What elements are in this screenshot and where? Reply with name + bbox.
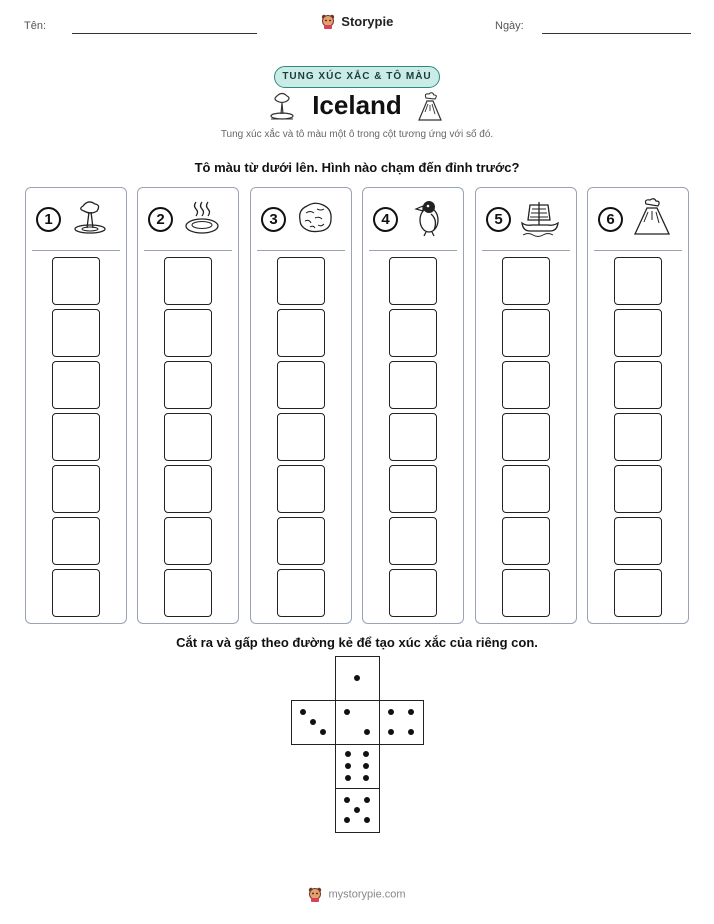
date-label: Ngày: <box>495 20 524 32</box>
die-pip <box>408 729 414 735</box>
cut-instruction: Cắt ra và gấp theo đường kẻ để tạo xúc xắc của riêng con. <box>176 635 538 650</box>
color-cell[interactable] <box>614 569 662 617</box>
viking-ship-icon <box>520 198 560 238</box>
color-cell[interactable] <box>502 465 550 513</box>
color-cell[interactable] <box>52 257 100 305</box>
page-subtitle: Tung xúc xắc và tô màu một ô trong cột tương ứng với số đó. <box>220 129 494 140</box>
name-line <box>72 33 257 34</box>
die-pip <box>388 729 394 735</box>
color-cell[interactable] <box>164 517 212 565</box>
color-cell[interactable] <box>614 517 662 565</box>
die-pip <box>364 817 370 823</box>
color-cell[interactable] <box>277 413 325 461</box>
color-cell[interactable] <box>52 569 100 617</box>
column-4 <box>362 187 464 624</box>
name-label: Tên: <box>24 20 47 32</box>
die-pip <box>344 709 350 715</box>
brand-logo <box>0 13 714 29</box>
column-divider <box>482 250 570 251</box>
volcano-icon <box>416 92 444 122</box>
color-cell[interactable] <box>389 465 437 513</box>
brand-name: Storypie <box>341 14 394 30</box>
color-cell[interactable] <box>52 309 100 357</box>
column-number: 2 <box>148 207 173 232</box>
column-number: 6 <box>598 207 623 232</box>
die-pip <box>320 729 326 735</box>
storypie-mascot-icon <box>308 887 322 902</box>
color-cell[interactable] <box>502 309 550 357</box>
die-pip <box>345 775 351 781</box>
page-title: Iceland <box>312 90 402 120</box>
color-cell[interactable] <box>502 413 550 461</box>
column-header <box>251 188 351 250</box>
hot-spring-icon <box>182 198 222 238</box>
die-pips <box>336 789 378 831</box>
die-pip <box>345 751 351 757</box>
color-cell[interactable] <box>277 465 325 513</box>
die-pip <box>388 709 394 715</box>
column-divider <box>144 250 232 251</box>
color-cell[interactable] <box>164 257 212 305</box>
column-5 <box>475 187 577 624</box>
column-header <box>26 188 126 250</box>
color-cell[interactable] <box>614 413 662 461</box>
color-cell[interactable] <box>614 465 662 513</box>
die-face <box>335 788 380 833</box>
color-cell[interactable] <box>277 309 325 357</box>
die-face <box>335 744 380 789</box>
footer-url: mystorypie.com <box>328 888 406 901</box>
die-pip <box>354 675 360 681</box>
color-cell[interactable] <box>389 413 437 461</box>
die-pip <box>310 719 316 725</box>
color-cell[interactable] <box>52 361 100 409</box>
die-pips <box>380 701 422 743</box>
die-face <box>335 700 380 745</box>
color-cell[interactable] <box>52 517 100 565</box>
die-pip <box>344 817 350 823</box>
game-instruction: Tô màu từ dưới lên. Hình nào chạm đến đỉnh trước? <box>194 160 520 175</box>
column-number: 5 <box>486 207 511 232</box>
color-cell[interactable] <box>277 517 325 565</box>
storypie-mascot-icon <box>321 14 335 29</box>
column-number: 4 <box>373 207 398 232</box>
color-cell[interactable] <box>164 309 212 357</box>
die-pip <box>408 709 414 715</box>
die-pip <box>364 729 370 735</box>
column-3 <box>250 187 352 624</box>
column-header <box>476 188 576 250</box>
color-cell[interactable] <box>389 517 437 565</box>
column-divider <box>257 250 345 251</box>
die-pips <box>336 657 378 699</box>
column-divider <box>32 250 120 251</box>
color-cell[interactable] <box>389 257 437 305</box>
color-cell[interactable] <box>164 465 212 513</box>
color-cell[interactable] <box>164 413 212 461</box>
die-face <box>291 700 336 745</box>
column-header <box>588 188 688 250</box>
die-pip <box>363 775 369 781</box>
color-cell[interactable] <box>502 517 550 565</box>
date-line <box>542 33 691 34</box>
die-pip <box>300 709 306 715</box>
column-2 <box>137 187 239 624</box>
die-face <box>379 700 424 745</box>
color-cell[interactable] <box>614 361 662 409</box>
volcano-icon <box>632 198 672 238</box>
color-cell[interactable] <box>502 569 550 617</box>
die-pip <box>354 807 360 813</box>
activity-badge: TUNG XÚC XẮC & TÔ MÀU <box>274 66 440 88</box>
column-divider <box>369 250 457 251</box>
color-cell[interactable] <box>277 257 325 305</box>
column-divider <box>594 250 682 251</box>
color-cell[interactable] <box>614 257 662 305</box>
color-cell[interactable] <box>277 361 325 409</box>
color-cell[interactable] <box>164 569 212 617</box>
color-cell[interactable] <box>502 361 550 409</box>
die-pip <box>345 763 351 769</box>
die-pips <box>336 701 378 743</box>
color-cell[interactable] <box>614 309 662 357</box>
column-6 <box>587 187 689 624</box>
column-header <box>138 188 238 250</box>
geyser-icon <box>70 198 110 238</box>
column-number: 3 <box>261 207 286 232</box>
lava-rock-icon <box>295 198 335 238</box>
die-pips <box>292 701 334 743</box>
footer <box>0 887 714 902</box>
color-cell[interactable] <box>502 257 550 305</box>
color-cell[interactable] <box>389 569 437 617</box>
color-cell[interactable] <box>164 361 212 409</box>
die-pip <box>363 763 369 769</box>
puffin-icon <box>407 198 447 238</box>
column-number: 1 <box>36 207 61 232</box>
color-cell[interactable] <box>389 361 437 409</box>
color-cell[interactable] <box>52 413 100 461</box>
color-cell[interactable] <box>52 465 100 513</box>
color-cell[interactable] <box>277 569 325 617</box>
color-cell[interactable] <box>389 309 437 357</box>
die-face <box>335 656 380 701</box>
die-pip <box>363 751 369 757</box>
die-pip <box>364 797 370 803</box>
column-1 <box>25 187 127 624</box>
column-header <box>363 188 463 250</box>
die-pips <box>336 745 378 787</box>
die-pip <box>344 797 350 803</box>
